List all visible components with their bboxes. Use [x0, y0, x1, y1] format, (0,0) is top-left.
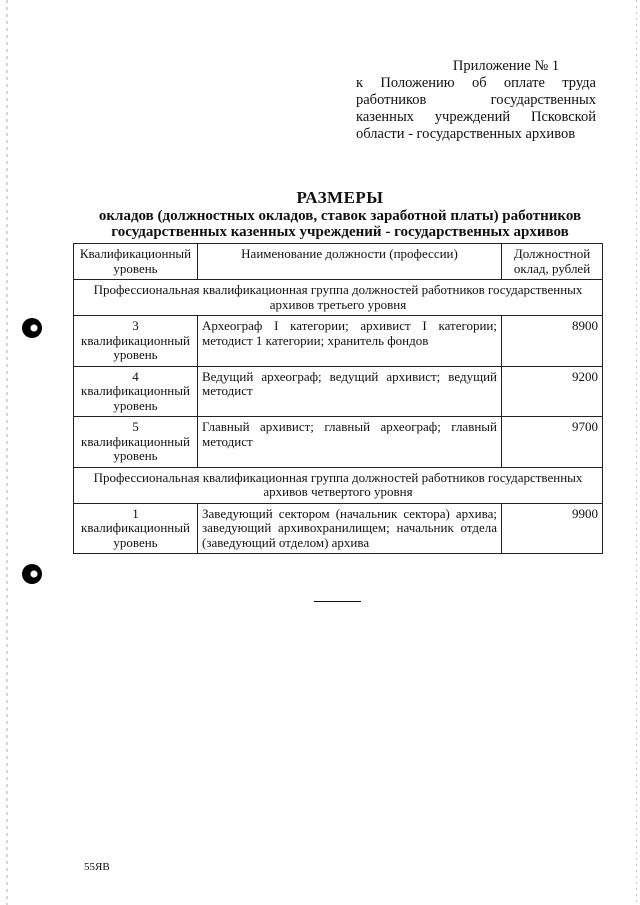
document-title: РАЗМЕРЫ — [296, 188, 384, 207]
header-salary: Должностной оклад, рублей — [502, 244, 603, 280]
group-row — [74, 280, 603, 316]
row-level: 5 квалификационный уровень — [74, 417, 198, 468]
appendix-text: к Положению об оплате труда работников государственных казенных учреждений Псковской области - государственных архивов — [356, 75, 596, 142]
end-rule — [314, 601, 361, 602]
scan-edge-right — [636, 0, 637, 905]
table-row — [74, 503, 603, 554]
group-title-fourth-level: Профессиональная квалификационная группа должностей работников государственных архивов четвертого уровня — [74, 467, 603, 503]
footer-code: 55ЯВ — [84, 861, 110, 873]
appendix-heading: Приложение № 1 — [452, 58, 560, 74]
salary-table — [73, 243, 603, 554]
document-subtitle: окладов (должностных окладов, ставок заработной платы) работников государственных казенных учреждений - государственных архивов — [98, 208, 582, 240]
group-row — [74, 467, 603, 503]
row-salary: 9900 — [502, 503, 603, 554]
row-salary: 8900 — [502, 316, 603, 367]
punch-hole-bottom — [22, 564, 42, 584]
row-positions: Археограф I категории; архивист I категории; методист 1 категории; хранитель фондов — [198, 316, 502, 367]
table-row — [74, 316, 603, 367]
row-level: 4 квалификационный уровень — [74, 366, 198, 417]
header-level: Квалификационный уровень — [74, 244, 198, 280]
punch-hole-top — [22, 318, 42, 338]
table-row — [74, 417, 603, 468]
header-position: Наименование должности (профессии) — [198, 244, 502, 280]
row-level: 3 квалификационный уровень — [74, 316, 198, 367]
row-positions: Главный архивист; главный археограф; главный методист — [198, 417, 502, 468]
table-header-row — [74, 244, 603, 280]
row-salary: 9700 — [502, 417, 603, 468]
group-title-third-level: Профессиональная квалификационная группа должностей работников государственных архивов третьего уровня — [74, 280, 603, 316]
row-level: 1 квалификационный уровень — [74, 503, 198, 554]
scan-edge-left — [6, 0, 8, 905]
appendix-block — [356, 58, 596, 143]
row-positions: Ведущий археограф; ведущий архивист; ведущий методист — [198, 366, 502, 417]
row-salary: 9200 — [502, 366, 603, 417]
table-row — [74, 366, 603, 417]
row-positions: Заведующий сектором (начальник сектора) архива; заведующий архивохранилищем; начальник отдела (заведующий отделом) архива — [198, 503, 502, 554]
